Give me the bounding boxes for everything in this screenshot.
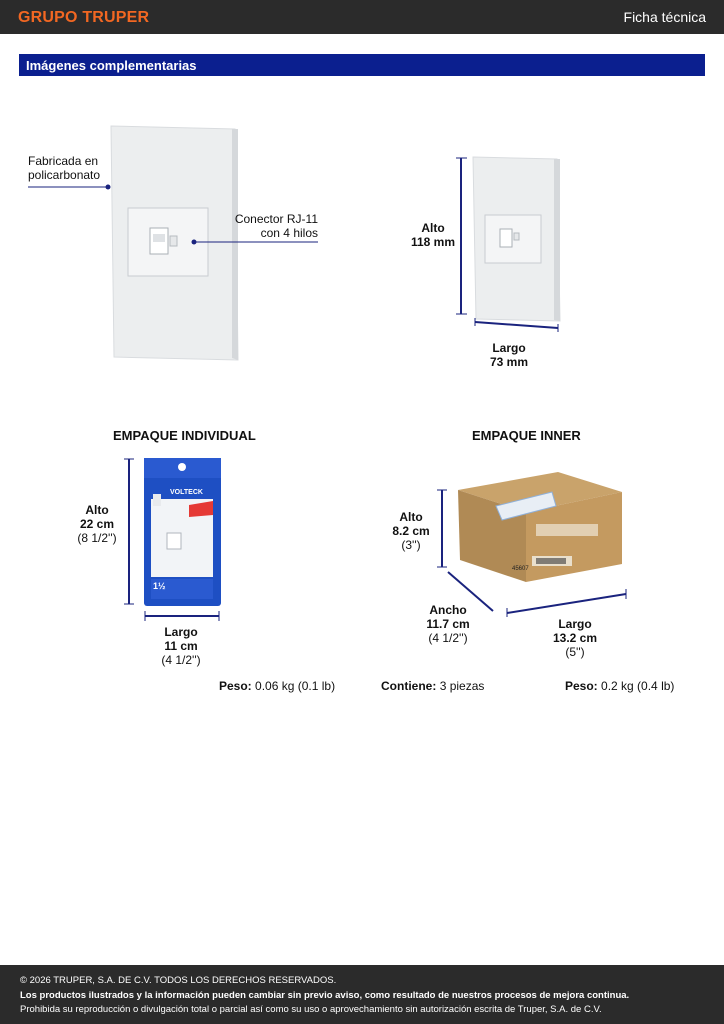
individual-weight: Peso: 0.06 kg (0.1 lb): [219, 679, 336, 693]
pack-brand-label: VOLTECK: [170, 489, 203, 496]
inner-height-label: Alto 8.2 cm (3''): [392, 510, 430, 552]
individual-package-image: [143, 457, 223, 607]
inner-length-label: Largo 13.2 cm (5''): [552, 617, 598, 659]
length-dimension-line: [472, 318, 562, 332]
section-title: Imágenes complementarias: [26, 58, 197, 73]
individual-height-line: [124, 457, 136, 607]
material-label: Fabricada en policarbonato: [28, 154, 101, 182]
inner-height-line: [437, 488, 449, 570]
height-label: Alto 118 mm: [410, 221, 456, 249]
length-label: Largo 73 mm: [489, 341, 529, 369]
inner-width-label: Ancho 11.7 cm (4 1/2''): [426, 603, 470, 645]
individual-length-label: Largo 11 cm (4 1/2''): [161, 625, 201, 667]
document-type: Ficha técnica: [623, 9, 706, 25]
material-pointer: [28, 183, 112, 193]
inner-weight: Peso: 0.2 kg (0.4 lb): [565, 679, 675, 693]
brand-logo: GRUPO TRUPER: [18, 9, 150, 26]
footer-prohibition: Prohibida su reproducción o divulgación total o parcial así como su uso o aprovechamiento sin autorización escrita de Truper, S.A. de C.V.: [20, 1004, 602, 1015]
footer-disclaimer: Los productos ilustrados y la información pueden cambiar sin previo aviso, como resultado de nuestros procesos de mejora continua.: [20, 990, 630, 1001]
individual-height-label: Alto 22 cm (8 1/2''): [77, 503, 117, 545]
inner-package-heading: EMPAQUE INNER: [472, 428, 581, 443]
individual-package-heading: EMPAQUE INDIVIDUAL: [113, 428, 256, 443]
inner-box-image: [456, 470, 626, 585]
connector-label: Conector RJ-11 con 4 hilos: [234, 212, 318, 240]
individual-length-line: [143, 611, 223, 623]
inner-length-line: [504, 589, 630, 617]
inner-contents: Contiene: 3 piezas: [381, 679, 485, 693]
svg-text:1½: 1½: [153, 581, 166, 591]
wall-plate-image-small: [470, 155, 566, 325]
footer-copyright: © 2026 TRUPER, S.A. DE C.V. TODOS LOS DERECHOS RESERVADOS.: [20, 975, 337, 986]
box-code: 45607: [512, 566, 529, 572]
